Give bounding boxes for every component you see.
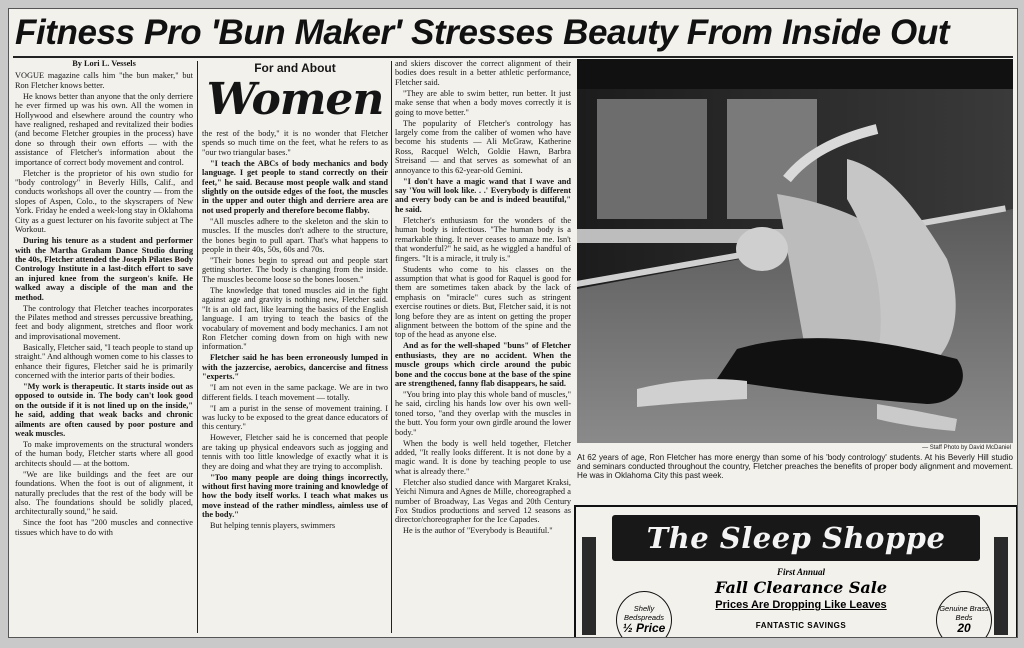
article-paragraph: However, Fletcher said he is concerned that people are taking up physical endeavors such as jogging and tennis with too little knowledge of exactly what it is they are doing and what they are trying to accomplish. (202, 433, 388, 471)
newspaper-page (8, 8, 1018, 638)
article-paragraph: And as for the well-shaped "buns" of Fletcher enthusiasts, they are no accident. When the muscle groups which circle around the pubic bone and the coccus bone at the base of the spine are strengthened, fanny flab disappears, he said. (395, 341, 571, 388)
article-paragraph: The popularity of Fletcher's contrology has largely come from the caliber of women who have become his students — Ali McGraw, Katherine Ross, Racquel Welch, Goldie Hawn, Barbra Streisand — and that serves as somewhat of an annoyance to this 62-year-old Gemini. (395, 118, 571, 175)
headline-rule (13, 56, 1013, 58)
badge-price: ½ Price (622, 621, 666, 635)
byline: By Lori L. Vessels (72, 59, 136, 68)
article-paragraph: The contrology that Fletcher teaches incorporates the Pilates method and stresses percussive breathing, feet and body alignment, stretches and floor work and improvisational movement. (15, 303, 193, 341)
ad-sale-title: Fall Clearance Sale (714, 578, 888, 597)
ad-lamp-right (994, 537, 1008, 635)
article-paragraph: He knows better than anyone that the only derriere he ever firmed up was his own. All the women in Hollywood and elsewhere around the country who have realigned, reshaped and revitalized their bodies (and become Fletcher groupies in the process) have done so through their own efforts — with the assistance of Fletcher's information about the importance of correct body movement and control. (15, 91, 193, 167)
photo-credit: — Staff Photo by David McDaniel (922, 445, 1011, 451)
article-paragraph: "We are like buildings and the feet are our foundations. When the foot is out of alignment, it naturally precludes that the rest of the body will be also. The foundations should be solidly placed, architecturally sound," he said. (15, 469, 193, 517)
ad-store-name: The Sleep Shoppe (646, 521, 946, 555)
article-paragraph: Fletcher is the proprietor of his own studio for "body contrology" in Beverly Hills, Calif., and conducts workshops all over the country — from the slopes of Aspen, Colo., to the skyscrapers of New York. Friday he ended a week-long stay in Oklahoma City as a guest lecturer on his favorite subject at The Workout. (15, 168, 193, 235)
badge-price: 20 (957, 621, 971, 635)
photo-ron-fletcher-stretching (577, 59, 1013, 443)
article-paragraph: The knowledge that toned muscles aid in the fight against age and gravity is nothing new, Fletcher said. "It is an old fact, like learning the basics of the English language. I am trying to teach the basics of the vocabulary of movement and body mechanics. I am not Ron Fletcher coming down from on high with new information." (202, 285, 388, 352)
sleep-shoppe-ad (574, 505, 1018, 638)
article-column-1 (15, 59, 193, 633)
article-paragraph: Basically, Fletcher said, "I teach people to stand up straight." And although women come to his classes to enhance their figures, Fletcher said he is primarily concerned with the interior parts of their bodies. (15, 342, 193, 380)
article-paragraph: He is the author of "Everybody is Beautiful." (403, 526, 553, 536)
ad-badge-bedspreads (616, 591, 672, 638)
ad-tagline: Prices Are Dropping Like Leaves (715, 599, 887, 611)
section-title: Women (206, 74, 384, 125)
article-paragraph: the rest of the body," it is no wonder that Fletcher spends so much time on the feet, what he refers to as "our two triangular bases." (202, 129, 388, 157)
photo-illustration (577, 59, 1013, 443)
article-paragraph: During his tenure as a student and performer with the Martha Graham Dance Studio during the 40s, Fletcher attended the Joseph Pilates Body Contrology Institute in a last-ditch effort to save an injured knee from the surgeon's knife. He walked away a disciple of the man and the method. (15, 236, 193, 302)
ad-savings: FANTASTIC SAVINGS (755, 621, 847, 630)
article-paragraph: "I don't have a magic wand that I wave and say 'You will look like. . .' Everybody is different and every body can be and is indeed beautiful," he said. (395, 176, 571, 214)
article-paragraph: "I am not even in the same package. We are in two different fields. I teach movement — totally. (202, 383, 388, 402)
article-paragraph: When the body is well held together, Fletcher added, "It really looks different. It is not done by a magic wand. It is done by teaching people to use what is already there." (395, 438, 571, 476)
article-column-2 (202, 61, 388, 633)
column-rule (391, 61, 392, 633)
article-paragraph: "You bring into play this whole band of muscles," he said, circling his hands low over his own well-toned torso, "and they overlap with the muscles in the butt. You form your own girdle around the lower body." (395, 389, 571, 437)
ad-first-annual: First Annual (777, 567, 825, 577)
photo-caption: At 62 years of age, Ron Fletcher has more energy than some of his 'body contrology' students. At his Beverly Hill studio and seminars conducted throughout the country, Fletcher preaches the benefits of proper body alignment and movement. He was in Oklahoma City this past week. (577, 453, 1013, 481)
ad-lamp-left (582, 537, 596, 635)
article-paragraph: "All muscles adhere to the skeleton and the skin to muscles. If the muscles don't adhere to the structure, the bones begin to pull apart. That's what happens to people in their 40s, 50s, 60s and 70s. (202, 216, 388, 255)
column-rule (197, 61, 198, 633)
article-paragraph: VOGUE magazine calls him "the bun maker," but Ron Fletcher knows better. (15, 71, 193, 90)
article-paragraph: "My work is therapeutic. It starts inside out as opposed to outside in. The body can't look good on the outside if it is not lined up on the inside," he said, adding that weak backs and chronic ailments are often caused by poor posture and weak muscles. (15, 381, 193, 438)
article-paragraph: "I am a purist in the sense of movement training. I was lucky to be exposed to the great dance educators of this century." (202, 403, 388, 432)
headline: Fitness Pro 'Bun Maker' Stresses Beauty From Inside Out (15, 13, 950, 52)
article-paragraph: But helping tennis players, swimmers (210, 521, 336, 531)
article-paragraph: Fletcher also studied dance with Margaret Kraksi, Yeichi Nimura and Agnes de Mille, choreographed a number of Broadway, Las Vegas and 20th Century Fox Studios productions and served 12 seasons as director/choreographer for the Ice Capades. (395, 477, 571, 525)
article-column-3 (395, 59, 571, 633)
section-kicker: For and About (254, 61, 336, 75)
badge-text: Shelly Bedspreads (623, 604, 665, 622)
article-paragraph: "Too many people are doing things incorrectly, without first having more training and knowledge of how the body itself works. I teach what makes us move instead of the rather mindless, aimless use of the body." (202, 472, 388, 520)
article-paragraph: Since the foot has "200 muscles and connective tissues which have to do with (15, 518, 193, 537)
article-paragraph: Students who come to his classes on the assumption that what is good for Raquel is good for them are sometimes taken aback by the lack of emphasis on "miracle" cures such as stringent exercise routines or diets. But, Fletcher said, it is not long before they are as intent on getting the proper alignment between the bottom of the spine and the top of the head as anyone else. (395, 264, 571, 340)
ad-banner (612, 515, 980, 561)
article-paragraph: To make improvements on the structural wonders of the human body, Fletcher starts where all good architects should — at the bottom. (15, 440, 193, 468)
article-paragraph: "Their bones begin to spread out and people start getting shorter. The body is changing from the inside. The muscles become loose so the bones loosen." (202, 256, 388, 284)
article-paragraph: "I teach the ABCs of body mechanics and body language. I get people to stand correctly on their feet," he said. Because most people walk and stand slightly on the outside edges of the foot, the muscles in the upper and outer thigh and derriere area are not used properly and therefore become flabby. (202, 158, 388, 215)
ad-badge-brass-beds (936, 591, 992, 638)
article-paragraph: Fletcher's enthusiasm for the wonders of the human body is infectious. "The human body is a remarkable thing. It never ceases to amaze me. Isn't that wonderful?" he said, as he wiggled a handful of fingers. "It is a miracle, it truly is." (395, 215, 571, 263)
article-paragraph: Fletcher said he has been erroneously lumped in with the jazzercise, aerobics, dancercise and fitness "experts." (202, 353, 388, 382)
article-paragraph: "They are able to swim better, run better. It just make sense that when a body moves correctly it is going to move better." (395, 88, 571, 117)
article-paragraph: and skiers discover the correct alignment of their bodies does result in a better athletic performance, Fletcher said. (395, 59, 571, 87)
badge-text: Genuine Brass Beds (939, 604, 989, 622)
